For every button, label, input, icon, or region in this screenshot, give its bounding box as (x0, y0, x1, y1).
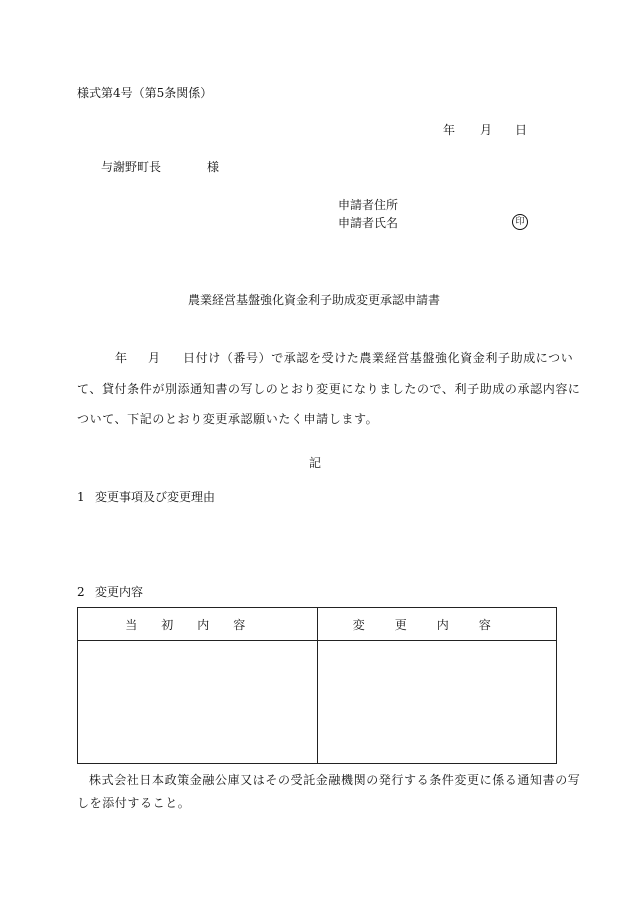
document-title: 農業経営基盤強化資金利子助成変更承認申請書 (188, 293, 441, 307)
table-cell-changed (317, 641, 557, 764)
section2-title: 変更内容 (95, 585, 144, 599)
section1-number: 1 (77, 490, 85, 504)
section2-number: 2 (77, 585, 85, 599)
addressee-honorific: 様 (207, 160, 220, 174)
table-header-changed: 変更内容 (317, 608, 557, 641)
date-month: 月 (480, 123, 493, 137)
addressee-name: 与謝野町長 (101, 160, 162, 174)
applicant-name-label: 申請者氏名 (338, 216, 399, 230)
body-line-1: 日付け（番号）で承認を受けた農業経営基盤強化資金利子助成につい (183, 351, 574, 365)
change-table (77, 607, 557, 764)
body-year: 年 (115, 351, 128, 365)
section1-title: 変更事項及び変更理由 (95, 490, 216, 504)
date-day: 日 (515, 123, 528, 137)
date-year: 年 (443, 123, 456, 137)
seal-mark: 印 (512, 214, 528, 230)
note-line-1: 株式会社日本政策金融公庫又はその受託金融機関の発行する条件変更に係る通知書の写 (89, 773, 581, 787)
table-header-original: 当初内容 (78, 608, 318, 641)
form-number: 様式第4号（第5条関係） (77, 86, 213, 100)
body-month: 月 (148, 351, 161, 365)
applicant-address-label: 申請者住所 (338, 198, 399, 212)
ki-heading: 記 (309, 456, 322, 470)
body-line-3: ついて、下記のとおり変更承認願いたく申請します。 (77, 412, 379, 426)
body-line-2: て、貸付条件が別添通知書の写しのとおり変更になりましたので、利子助成の承認内容に (77, 382, 581, 396)
table-cell-original (78, 641, 318, 764)
note-line-2: しを添付すること。 (77, 796, 191, 810)
